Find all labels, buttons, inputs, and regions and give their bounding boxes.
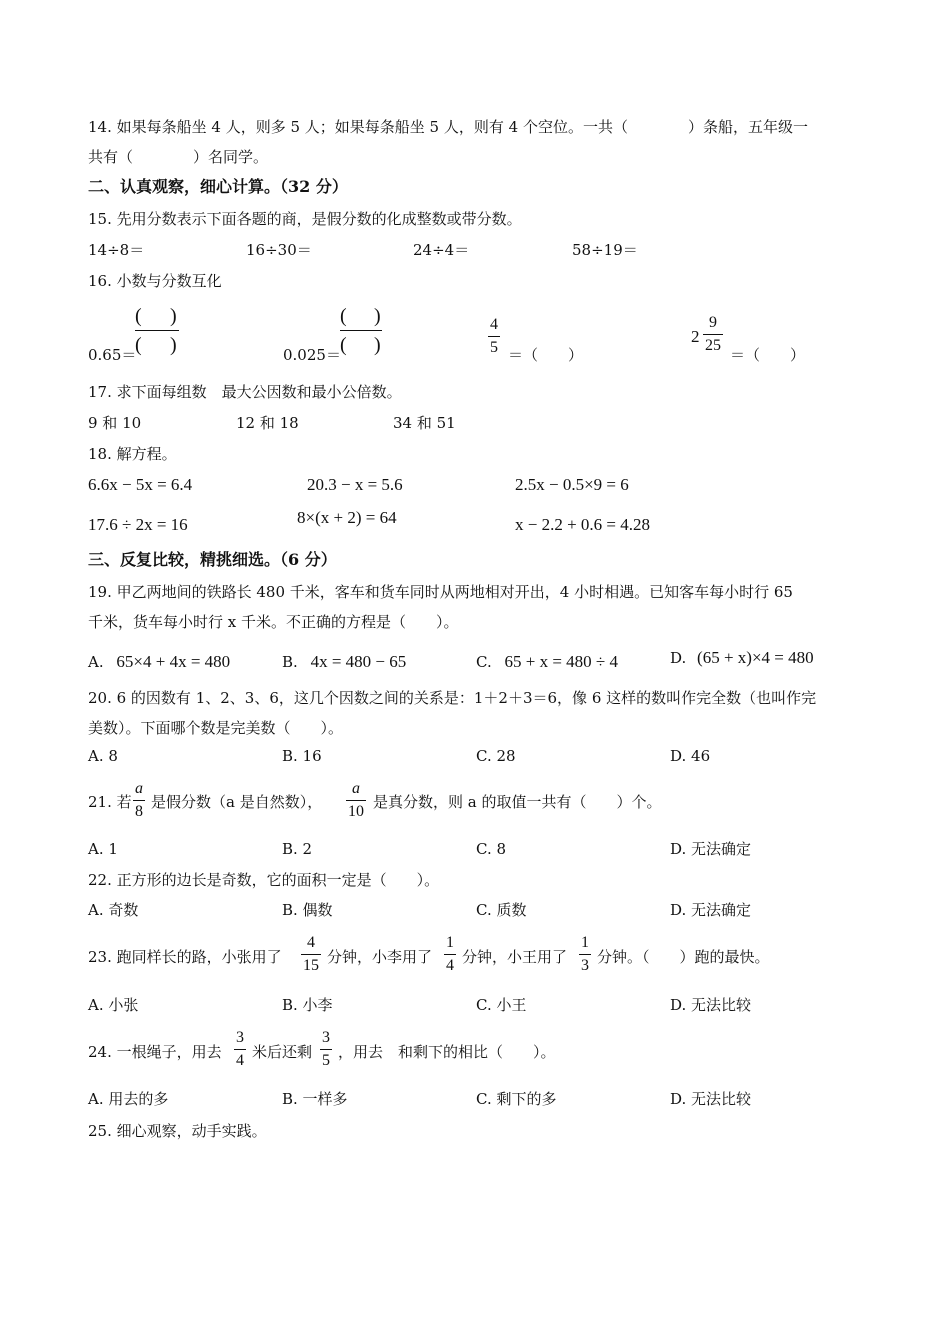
q21-option-c[interactable]: C. 8 xyxy=(476,840,507,858)
q21-fraction-2 xyxy=(346,780,366,821)
q19-option-c-text: 65 + x = 480 ÷ 4 xyxy=(504,652,619,671)
q21-f1-denominator: 8 xyxy=(135,803,143,820)
q21-f2-denominator: 10 xyxy=(348,803,364,820)
section2-title: 二、认真观察，细心计算。（32 分） xyxy=(88,177,348,196)
q18-eq-3: 2.5x − 0.5×9 = 6 xyxy=(515,475,629,494)
q24-f1-numerator: 3 xyxy=(236,1029,244,1046)
q18-prompt: 18. 解方程。 xyxy=(88,445,177,463)
q17-prompt: 17. 求下面每组数 最大公因数和最小公倍数。 xyxy=(88,383,402,401)
q16-c-fraction xyxy=(488,316,500,357)
q22-option-c[interactable]: C. 质数 xyxy=(476,901,527,919)
q21-pre: 21. 若 xyxy=(88,793,132,811)
q15-item-1: 14÷8＝ xyxy=(88,241,145,259)
q23-mid1: 分钟，小李用了 xyxy=(327,948,433,966)
q19-option-a[interactable] xyxy=(88,652,230,672)
q21-f2-numerator: a xyxy=(352,780,360,797)
q24-fraction-2 xyxy=(320,1029,332,1070)
q16-c-denominator: 5 xyxy=(490,339,498,356)
q16-b-fraction-bar xyxy=(340,330,382,331)
q24-fraction-1 xyxy=(234,1029,246,1070)
q19-option-b-text: 4x = 480 − 65 xyxy=(310,652,407,671)
q16-a-label: 0.65＝ xyxy=(88,346,137,364)
q19-option-b-label: B. xyxy=(282,653,298,671)
q24-option-b[interactable]: B. 一样多 xyxy=(282,1090,348,1108)
q23-option-b[interactable]: B. 小李 xyxy=(282,996,333,1014)
q21-post: 是真分数，则 a 的取值一共有（ ）个。 xyxy=(373,793,662,811)
q15-item-4: 58÷19＝ xyxy=(572,241,638,259)
q18-eq-2: 20.3 − x = 5.6 xyxy=(307,475,403,494)
q19-option-a-text: 65×4 + 4x = 480 xyxy=(116,652,231,671)
q24-mid: 米后还剩 xyxy=(252,1043,313,1061)
q20-line1: 20. 6 的因数有 1、2、3、6，这几个因数之间的关系是：1＋2＋3＝6，像 6 这样的数叫作完全数（也叫作完 xyxy=(88,689,817,707)
q16-d-fraction xyxy=(703,314,723,355)
q17-item-2: 12 和 18 xyxy=(236,414,299,432)
q24-f1-denominator: 4 xyxy=(236,1052,244,1069)
q18-eq-6: x − 2.2 + 0.6 = 4.28 xyxy=(515,515,651,534)
q19-option-a-label: A. xyxy=(88,653,104,671)
q19-line1: 19. 甲乙两地间的铁路长 480 千米，客车和货车同时从两地相对开出，4 小时相遇。已知客车每小时行 65 xyxy=(88,583,793,601)
q19-option-c[interactable] xyxy=(476,652,618,672)
q24-f2-numerator: 3 xyxy=(322,1029,330,1046)
q22-option-a[interactable]: A. 奇数 xyxy=(88,901,139,919)
q25-prompt: 25. 细心观察，动手实践。 xyxy=(88,1122,267,1140)
q21-option-b[interactable]: B. 2 xyxy=(282,840,313,858)
q15-prompt: 15. 先用分数表示下面各题的商，是假分数的化成整数或带分数。 xyxy=(88,210,522,228)
q23-option-d[interactable]: D. 无法比较 xyxy=(670,996,752,1014)
q23-f3-numerator: 1 xyxy=(581,934,589,951)
q24-pre: 24. 一根绳子，用去 xyxy=(88,1043,222,1061)
q20-option-c[interactable]: C. 28 xyxy=(476,747,516,765)
q16-c-equals: ＝（ ） xyxy=(508,346,584,364)
q23-fraction-2 xyxy=(444,934,456,975)
q14-line2: 共有（ ）名同学。 xyxy=(88,148,269,166)
section3-title: 三、反复比较，精挑细选。（6 分） xyxy=(88,550,337,569)
q19-option-d-label: D. xyxy=(670,649,687,667)
q23-option-c[interactable]: C. 小王 xyxy=(476,996,527,1014)
q19-option-d[interactable] xyxy=(670,648,814,668)
q24-option-c[interactable]: C. 剩下的多 xyxy=(476,1090,557,1108)
q19-line2: 千米，货车每小时行 x 千米。不正确的方程是（ ）。 xyxy=(88,613,459,631)
q14-line1: 14. 如果每条船坐 4 人，则多 5 人；如果每条船坐 5 人，则有 4 个空位。一共（ ）条船，五年级一 xyxy=(88,118,808,136)
q16-a-den-open: ( xyxy=(135,334,142,356)
q20-line2: 美数）。下面哪个数是完美数（ ）。 xyxy=(88,719,344,737)
q20-option-a[interactable]: A. 8 xyxy=(88,747,118,765)
q23-f2-numerator: 1 xyxy=(446,934,454,951)
q20-option-d[interactable]: D. 46 xyxy=(670,747,711,765)
q16-b-num-close: ) xyxy=(374,305,381,327)
q21-f1-numerator: a xyxy=(135,780,143,797)
q16-c-numerator: 4 xyxy=(490,316,498,333)
q18-eq-4: 17.6 ÷ 2x = 16 xyxy=(88,515,188,534)
q16-d-whole: 2 xyxy=(691,327,700,346)
q16-d-denominator: 25 xyxy=(705,337,721,354)
q22-option-b[interactable]: B. 偶数 xyxy=(282,901,333,919)
q24-option-d[interactable]: D. 无法比较 xyxy=(670,1090,752,1108)
q24-option-a[interactable]: A. 用去的多 xyxy=(88,1090,169,1108)
q23-f1-denominator: 15 xyxy=(303,957,319,974)
q19-option-c-label: C. xyxy=(476,653,492,671)
q22-option-d[interactable]: D. 无法确定 xyxy=(670,901,752,919)
q21-option-a[interactable]: A. 1 xyxy=(88,840,118,858)
q23-fraction-1 xyxy=(301,934,321,975)
q21-mid: 是假分数（a 是自然数）， xyxy=(151,793,323,811)
q18-eq-1: 6.6x − 5x = 6.4 xyxy=(88,475,193,494)
q19-option-b[interactable] xyxy=(282,652,406,672)
q16-a-num-close: ) xyxy=(170,305,177,327)
q18-eq-5: 8×(x + 2) = 64 xyxy=(297,508,397,527)
q21-fraction-1 xyxy=(133,780,145,821)
q23-fraction-3 xyxy=(579,934,591,975)
q16-d-equals: ＝（ ） xyxy=(730,346,806,364)
q16-b-den-close: ) xyxy=(374,334,381,356)
q23-f3-denominator: 3 xyxy=(581,957,589,974)
q23-option-a[interactable]: A. 小张 xyxy=(88,996,139,1014)
q23-post: 分钟。（ ）跑的最快。 xyxy=(597,948,770,966)
q24-post: ，用去 和剩下的相比（ ）。 xyxy=(338,1043,556,1061)
q15-item-2: 16÷30＝ xyxy=(246,241,312,259)
q16-a-fraction-bar xyxy=(135,330,179,331)
q16-b-den-open: ( xyxy=(340,334,347,356)
q19-option-d-text: (65 + x)×4 = 480 xyxy=(697,648,814,667)
q23-f1-numerator: 4 xyxy=(307,934,315,951)
q16-a-den-close: ) xyxy=(170,334,177,356)
q16-b-label: 0.025＝ xyxy=(283,346,341,364)
q16-a-num-open: ( xyxy=(135,305,142,327)
q16-prompt: 16. 小数与分数互化 xyxy=(88,272,222,290)
q23-pre: 23. 跑同样长的路，小张用了 xyxy=(88,948,282,966)
q17-item-3: 34 和 51 xyxy=(393,414,456,432)
q23-f2-denominator: 4 xyxy=(446,957,454,974)
q16-b-num-open: ( xyxy=(340,305,347,327)
q16-d-numerator: 9 xyxy=(709,314,717,331)
q23-mid2: 分钟，小王用了 xyxy=(462,948,568,966)
q24-f2-denominator: 5 xyxy=(322,1052,330,1069)
q15-item-3: 24÷4＝ xyxy=(413,241,470,259)
q22-prompt: 22. 正方形的边长是奇数，它的面积一定是（ ）。 xyxy=(88,871,440,889)
q21-option-d[interactable]: D. 无法确定 xyxy=(670,840,752,858)
q20-option-b[interactable]: B. 16 xyxy=(282,747,322,765)
q17-item-1: 9 和 10 xyxy=(88,414,142,432)
